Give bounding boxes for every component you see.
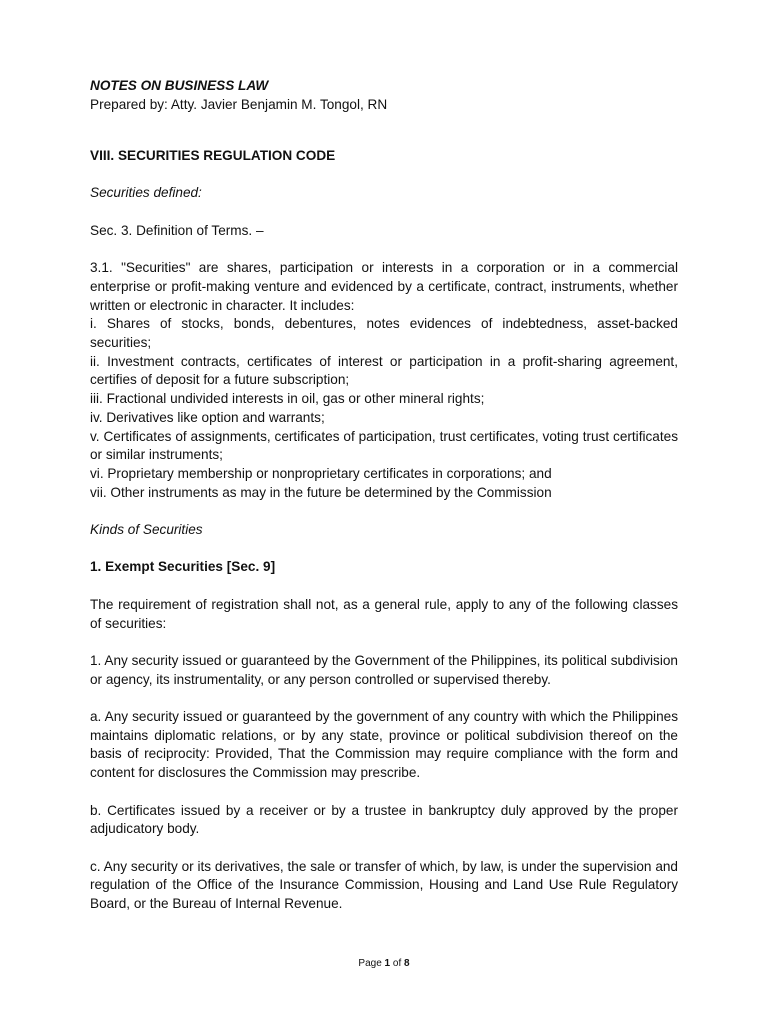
page-footer — [0, 958, 768, 969]
exempt-securities-heading: 1. Exempt Securities [Sec. 9] — [90, 559, 276, 575]
page-word: Page — [358, 958, 382, 969]
kinds-of-securities-label: Kinds of Securities — [90, 522, 203, 538]
sec3-heading: Sec. 3. Definition of Terms. – — [90, 222, 264, 238]
includes-item-iii: iii. Fractional undivided interests in oil, gas or other mineral rights; — [90, 391, 485, 407]
document-title: NOTES ON BUSINESS LAW — [90, 78, 269, 93]
exempt-intro-paragraph: The requirement of registration shall not, as a general rule, apply to any of the following classes of securities: — [90, 596, 678, 631]
page-of: of — [392, 958, 402, 969]
page-current: 1 — [384, 958, 391, 969]
exempt-item-a: a. Any security issued or guaranteed by the government of any country with which the Philippines maintains diplomatic relations, or by any state, province or political subdivision thereof on the basis of reciprocity: Provided, That the Commission may require compliance with the form and content for disclosures the Commission may prescribe. — [90, 709, 678, 781]
includes-item-vii: vii. Other instruments as may in the future be determined by the Commission — [90, 484, 552, 500]
exempt-item-1: 1. Any security issued or guaranteed by the Government of the Philippines, its political subdivision or agency, its instrumentality, or any person controlled or supervised thereby. — [90, 652, 678, 687]
includes-item-vi: vi. Proprietary membership or nonproprietary certificates in corporations; and — [90, 466, 552, 481]
includes-item-v: v. Certificates of assignments, certificates of participation, trust certificates, voting trust certificates or similar instruments; — [90, 428, 678, 463]
prepared-by: Prepared by: Atty. Javier Benjamin M. Tongol, RN — [90, 96, 388, 112]
page-total: 8 — [404, 958, 410, 969]
definition-paragraph: 3.1. "Securities" are shares, participation or interests in a corporation or in a commercial enterprise or profit-making venture and evidenced by a certificate, contract, instruments, whether written or electronic in character. It includes: — [90, 260, 678, 313]
exempt-item-c: c. Any security or its derivatives, the sale or transfer of which, by law, is under the supervision and regulation of the Office of the Insurance Commission, Housing and Land Use Rule Regulatory Board, or the Bureau of Internal Revenue. — [90, 858, 678, 912]
securities-defined-label: Securities defined: — [90, 185, 202, 201]
document-body — [90, 77, 678, 914]
includes-item-iv: iv. Derivatives like option and warrants; — [90, 409, 325, 425]
includes-item-i: i. Shares of stocks, bonds, debentures, notes evidences of indebtedness, asset-backed securities; — [90, 316, 678, 351]
exempt-item-b: b. Certificates issued by a receiver or by a trustee in bankruptcy duly approved by the proper adjudicatory body. — [90, 802, 678, 837]
includes-item-ii: ii. Investment contracts, certificates of interest or participation in a profit-sharing agreement, certifies of deposit for a future subscription; — [90, 353, 678, 388]
section-heading: VIII. SECURITIES REGULATION CODE — [90, 148, 336, 164]
